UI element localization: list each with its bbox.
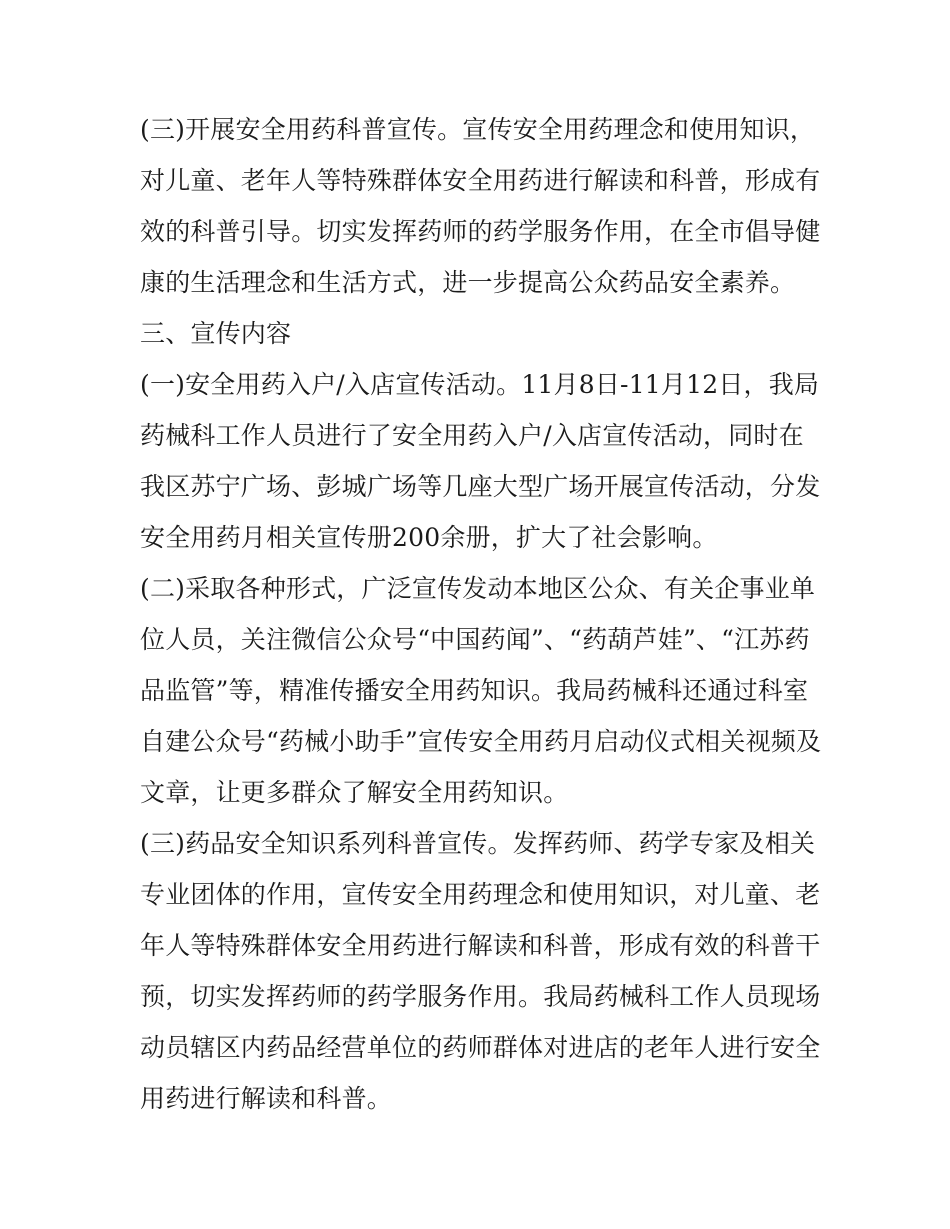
text-line: 自建公众号“药械小助手”宣传安全用药月启动仪式相关视频及 <box>140 727 822 756</box>
text-line: 专业团体的作用，宣传安全用药理念和使用知识，对儿童、老 <box>140 880 821 909</box>
text-line: 动员辖区内药品经营单位的药师群体对进店的老年人进行安全 <box>140 1033 821 1062</box>
text-line: 安全用药月相关宣传册200余册，扩大了社会影响。 <box>140 523 718 552</box>
text-line: 年人等特殊群体安全用药进行解读和科普，形成有效的科普干 <box>140 931 821 960</box>
text-line: 对儿童、老年人等特殊群体安全用药进行解读和科普，形成有 <box>140 166 821 195</box>
text-line: (三)开展安全用药科普宣传。宣传安全用药理念和使用知识， <box>140 115 816 144</box>
text-line: 我区苏宁广场、彭城广场等几座大型广场开展宣传活动，分发 <box>140 472 821 501</box>
text-line: 预，切实发挥药师的药学服务作用。我局药械科工作人员现场 <box>140 982 821 1011</box>
text-line: 位人员，关注微信公众号“中国药闻”、“药葫芦娃”、“江苏药 <box>140 625 810 654</box>
text-line: 文章，让更多群众了解安全用药知识。 <box>140 778 569 807</box>
text-line: 品监管”等，精准传播安全用药知识。我局药械科还通过科室 <box>140 676 809 705</box>
text-line: 药械科工作人员进行了安全用药入户/入店宣传活动，同时在 <box>140 421 804 450</box>
text-line: 用药进行解读和科普。 <box>140 1084 393 1113</box>
text-line: 效的科普引导。切实发挥药师的药学服务作用，在全市倡导健 <box>140 217 821 246</box>
document-body <box>140 104 820 1124</box>
text-line: (一)安全用药入户/入店宣传活动。11月8日-11月12日，我局 <box>140 370 820 399</box>
section-heading: 三、宣传内容 <box>140 319 292 348</box>
text-line: (三)药品安全知识系列科普宣传。发挥药师、药学专家及相关 <box>140 829 816 858</box>
text-line: 康的生活理念和生活方式，进一步提高公众药品安全素养。 <box>140 268 796 297</box>
text-line: (二)采取各种形式，广泛宣传发动本地区公众、有关企事业单 <box>140 574 816 603</box>
